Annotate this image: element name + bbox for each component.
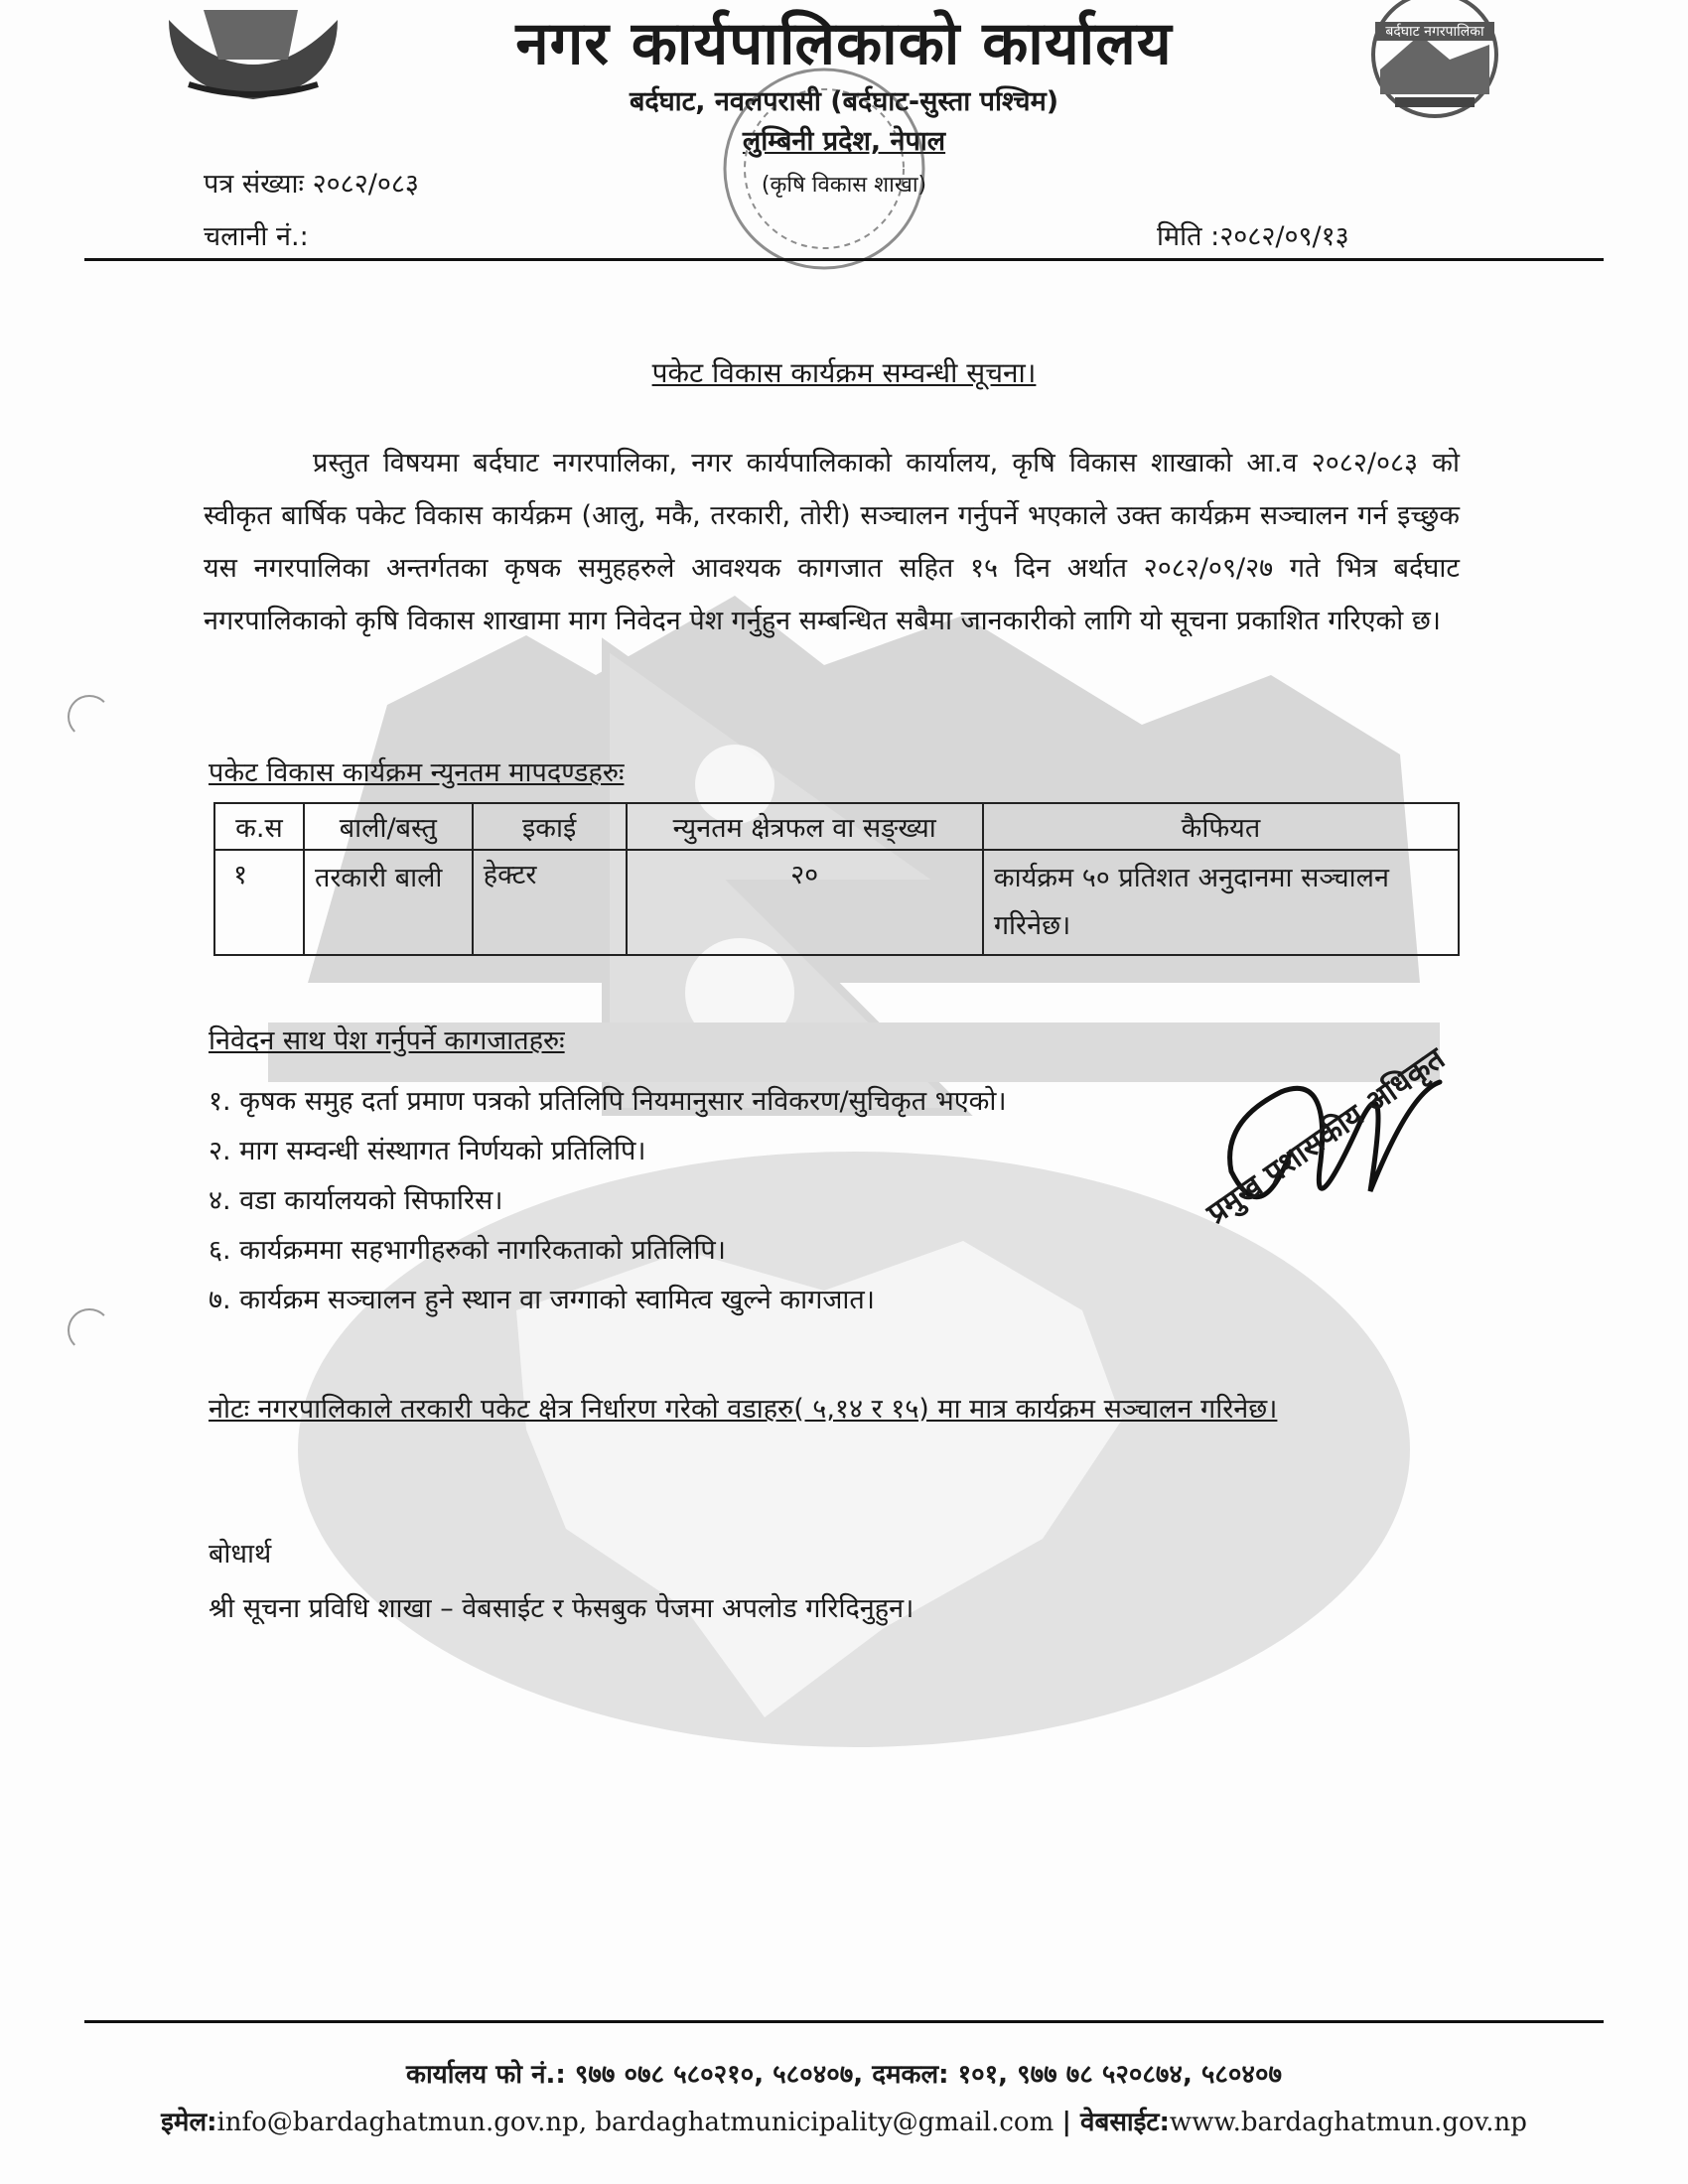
documents-title: निवेदन साथ पेश गर्नुपर्ने कागजातहरुः xyxy=(209,1025,565,1056)
footer-contact xyxy=(0,2055,1688,2091)
footer-online: इमेल:info@bardaghatmun.gov.np, bardaghatmunicipality@gmail.com | वेबसाईट:www.bardaghatmun.gov.np xyxy=(161,2108,1527,2137)
cc-block xyxy=(209,1527,914,1636)
branch-name: (कृषि विकास शाखा) xyxy=(761,173,927,198)
office-address-line-1: बर्दघाट, नवलपरासी (बर्दघाट-सुस्ता पश्चिम) xyxy=(629,86,1059,117)
municipality-logo-text: बर्दघाट नगरपालिका xyxy=(1375,22,1494,41)
list-item: ७. कार्यक्रम सञ्चालन हुने स्थान वा जग्गाको स्वामित्व खुल्ने कागजात। xyxy=(209,1285,875,1315)
column-header: बाली/बस्तु xyxy=(304,803,473,850)
note-text: नोटः नगरपालिकाले तरकारी पकेट क्षेत्र निर्धारण गरेको वडाहरु( ५,१४ र १५) मा मात्र कार्यक्रम सञ्चालन गरिनेछ। xyxy=(209,1394,1278,1425)
website-url: www.bardaghatmun.gov.np xyxy=(1169,2108,1527,2137)
punch-hole xyxy=(68,1308,111,1352)
signature-block xyxy=(1201,1032,1519,1330)
phone-label: कार्यालय फो नं.: xyxy=(405,2060,566,2090)
table-cell-serial: १ xyxy=(214,850,304,955)
footer-divider xyxy=(84,2020,1604,2023)
table-cell-unit: हेक्टर xyxy=(473,850,627,955)
designation-stamp: प्रमुख प्रशासकीय अधिकृत xyxy=(1200,1040,1452,1232)
table-cell-crop: तरकारी बाली xyxy=(304,850,473,955)
notice-body-text: प्रस्तुत विषयमा बर्दघाट नगरपालिका, नगर कार्यपालिकाको कार्यालय, कृषि विकास शाखाको आ.व २०८२/०८३ को स्वीकृत बार्षिक पकेट विकास कार्यक्रम (आलु, मकै, तरकारी, तोरी) सञ्चालन गर्नुपर्ने भएकाले उक्त कार्यक्रम सञ्चालन गर्न इच्छुक यस नगरपालिका अन्तर्गतका कृषक समुहहरुले आवश्यक कागजात सहित १५ दिन अर्थात २०८२/०९/२७ गते भित्र बर्दघाट नगरपालिकाको कृषि विकास शाखामा माग निवेदन पेश गर्नुहुन सम्बन्धित सबैमा जानकारीको लागि यो सूचना प्रकाशित गरिएको छ। xyxy=(204,448,1460,636)
table-cell-minimum: २० xyxy=(627,850,983,955)
letter-date xyxy=(1157,216,1349,253)
email-addresses: info@bardaghatmun.gov.np, bardaghatmunicipality@gmail.com xyxy=(216,2108,1055,2137)
dispatch-number xyxy=(204,216,309,253)
office-title: नगर कार्यपालिकाको कार्यालय xyxy=(515,9,1173,78)
letter-number xyxy=(204,164,419,201)
documents-list xyxy=(209,1077,1007,1325)
cc-line: श्री सूचना प्रविधि शाखा – वेबसाईट र फेसबुक पेजमा अपलोड गरिदिनुहुन। xyxy=(209,1593,914,1624)
list-item: २. माग सम्वन्धी संस्थागत निर्णयको प्रतिलिपि। xyxy=(209,1136,646,1166)
criteria-header-row xyxy=(214,803,1459,850)
column-header: इकाई xyxy=(473,803,627,850)
dispatch-number-label: चलानी नं.: xyxy=(204,221,309,252)
punch-hole xyxy=(68,695,111,739)
cc-label: बोधार्थ xyxy=(209,1539,272,1570)
list-item: ६. कार्यक्रममा सहभागीहरुको नागरिकताको प्रतिलिपि। xyxy=(209,1235,727,1266)
table-cell-remarks: कार्यक्रम ५० प्रतिशत अनुदानमा सञ्चालन गरिनेछ। xyxy=(983,850,1459,955)
notice-heading: पकेट विकास कार्यक्रम सम्वन्धी सूचना। xyxy=(651,356,1037,389)
column-header: न्युनतम क्षेत्रफल वा सङ्ख्या xyxy=(627,803,983,850)
fire-label: दमकल: xyxy=(872,2060,949,2090)
fire-numbers: १०१, ९७७ ७८ ५२०८७४, ५८०४०७ xyxy=(957,2060,1282,2090)
date-label: मिति : xyxy=(1157,221,1220,252)
table-row xyxy=(214,850,1459,955)
notice-body xyxy=(204,437,1460,647)
email-label: इमेल: xyxy=(161,2108,217,2137)
header-divider xyxy=(84,258,1604,261)
letter-number-label: पत्र संख्याः xyxy=(204,169,304,200)
criteria-table xyxy=(213,802,1460,956)
website-label: वेबसाईट: xyxy=(1080,2108,1170,2137)
column-header: कैफियत xyxy=(983,803,1459,850)
letter-number-value: २०८२/०८३ xyxy=(312,169,419,200)
list-item: ४. वडा कार्यालयको सिफारिस। xyxy=(209,1185,503,1216)
criteria-title: पकेट विकास कार्यक्रम न्युनतम मापदण्डहरुः xyxy=(209,757,625,788)
office-stamp xyxy=(695,50,953,288)
column-header: क.स xyxy=(214,803,304,850)
office-address-line-2: लुम्बिनी प्रदेश, नेपाल xyxy=(742,126,946,157)
list-item: १. कृषक समुह दर्ता प्रमाण पत्रको प्रतिलिपि नियमानुसार नविकरण/सुचिकृत भएको। xyxy=(209,1086,1007,1117)
date-value: २०८२/०९/१३ xyxy=(1219,221,1349,252)
phone-numbers: ९७७ ०७८ ५८०२१०, ५८०४०७, xyxy=(574,2060,864,2090)
